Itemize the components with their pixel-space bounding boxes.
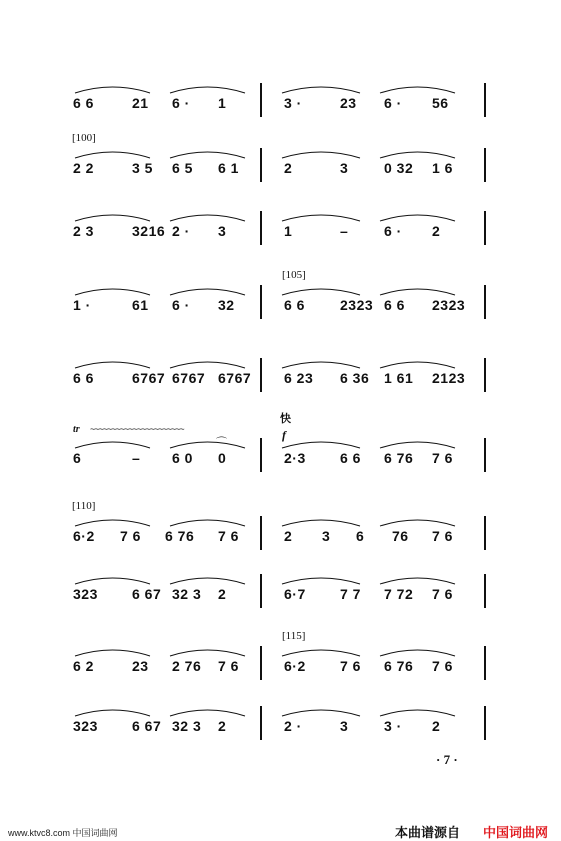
bar-line: [484, 646, 486, 680]
note-group: 2·3: [284, 450, 306, 466]
trill-mark: tr: [73, 424, 80, 435]
note-group: 6 ·: [172, 297, 190, 313]
note-group: 6·2: [73, 528, 95, 544]
slur-arc: [170, 442, 245, 448]
note-group: 2: [284, 160, 293, 176]
note-group: 1 6: [432, 160, 453, 176]
note-group: 2: [218, 586, 227, 602]
note-group: 6·2: [284, 658, 306, 674]
note-group: 2323: [432, 297, 466, 313]
slur-arc: [380, 650, 455, 656]
note-group: 6767: [132, 370, 166, 386]
bar-line: [484, 706, 486, 740]
note-group: 1: [284, 223, 293, 239]
note-group: 6 ·: [172, 95, 190, 111]
note-group: 21: [132, 95, 149, 111]
notation-row: [0, 269, 561, 321]
bar-line: [484, 211, 486, 245]
note-group: 2: [432, 718, 441, 734]
slur-arc: [380, 362, 455, 368]
note-group: 7 6: [218, 528, 239, 544]
note-group: 2 76: [172, 658, 202, 674]
bar-line: [484, 574, 486, 608]
bar-line: [260, 211, 262, 245]
notation-row: [0, 630, 561, 682]
slur-arc: [170, 87, 245, 93]
bar-line: [484, 358, 486, 392]
slur-arc: [170, 289, 245, 295]
slur-arc: [282, 215, 360, 221]
note-group: 2323: [340, 297, 374, 313]
note-group: 3 ·: [284, 95, 302, 111]
note-group: 61: [132, 297, 149, 313]
note-group: 6 67: [132, 718, 162, 734]
slur-arc: [380, 520, 455, 526]
note-group: 6 5: [172, 160, 193, 176]
note-group: 6 76: [165, 528, 195, 544]
rehearsal-marker: [110]: [72, 500, 96, 512]
note-group: 6: [356, 528, 365, 544]
slur-arc: [170, 152, 245, 158]
note-group: 323: [73, 586, 98, 602]
slur-arc: [380, 289, 455, 295]
bar-line: [484, 285, 486, 319]
slur-arc: [170, 362, 245, 368]
slur-arc: [75, 650, 150, 656]
note-group: 0: [218, 450, 227, 466]
note-group: 7 6: [432, 450, 453, 466]
note-group: 6767: [218, 370, 252, 386]
page-number: · 7 ·: [436, 752, 458, 767]
slur-arc: [282, 152, 360, 158]
slur-arc: [75, 215, 150, 221]
note-group: 6 ·: [384, 223, 402, 239]
note-group: 2 3: [73, 223, 94, 239]
note-group: 3: [340, 160, 349, 176]
note-group: 23: [340, 95, 357, 111]
bar-line: [484, 83, 486, 117]
slur-arc: [282, 650, 360, 656]
note-group: 6·7: [284, 586, 306, 602]
bar-line: [484, 438, 486, 472]
footer-source: 本曲谱源自: [395, 825, 461, 840]
note-group: 32: [218, 297, 235, 313]
slur-arc: [75, 289, 150, 295]
note-group: –: [340, 223, 349, 239]
slur-arc: [170, 215, 245, 221]
slur-arc: [282, 710, 360, 716]
slur-arc: [75, 442, 150, 448]
note-group: 6 76: [384, 658, 414, 674]
slur-arc: [170, 578, 245, 584]
note-group: 2123: [432, 370, 466, 386]
note-group: 2 ·: [172, 223, 190, 239]
slur-arc: [282, 578, 360, 584]
slur-arc: [380, 87, 455, 93]
bar-line: [260, 646, 262, 680]
slur-arc: [282, 87, 360, 93]
note-group: 6 ·: [384, 95, 402, 111]
fermata-icon: ⌒: [216, 437, 227, 449]
note-group: 3 5: [132, 160, 153, 176]
notation-row: [0, 500, 561, 552]
note-group: 32 3: [172, 718, 202, 734]
note-group: 7 6: [432, 586, 453, 602]
note-group: 6 6: [73, 370, 94, 386]
note-group: 3: [340, 718, 349, 734]
note-group: 3216: [132, 223, 166, 239]
note-group: 2: [432, 223, 441, 239]
note-group: 6 6: [73, 95, 94, 111]
bar-line: [260, 706, 262, 740]
note-group: 6 6: [384, 297, 405, 313]
slur-arc: [282, 362, 360, 368]
rehearsal-marker: [105]: [282, 269, 306, 281]
slur-arc: [380, 215, 455, 221]
note-group: 6 6: [340, 450, 361, 466]
note-group: 1 61: [384, 370, 414, 386]
slur-arc: [170, 710, 245, 716]
slur-arc: [380, 578, 455, 584]
slur-arc: [170, 520, 245, 526]
dynamic-mark: f: [282, 428, 286, 442]
bar-line: [260, 285, 262, 319]
notation-row: [0, 364, 561, 394]
bar-line: [484, 516, 486, 550]
note-group: 76: [392, 528, 409, 544]
note-group: 6 76: [384, 450, 414, 466]
slur-arc: [75, 578, 150, 584]
note-group: 323: [73, 718, 98, 734]
note-group: 7 6: [120, 528, 141, 544]
note-group: 7 6: [340, 658, 361, 674]
note-group: 6 67: [132, 586, 162, 602]
note-group: 6 23: [284, 370, 314, 386]
note-group: 6 1: [218, 160, 239, 176]
note-group: 7 6: [432, 528, 453, 544]
note-group: 23: [132, 658, 149, 674]
rehearsal-marker: [100]: [72, 132, 96, 144]
note-group: 7 72: [384, 586, 414, 602]
slur-arc: [282, 289, 360, 295]
note-group: 6: [73, 450, 82, 466]
slur-arc: [282, 442, 360, 448]
note-group: 2 ·: [284, 718, 302, 734]
note-group: 6 36: [340, 370, 370, 386]
tempo-mark: 快: [280, 413, 291, 425]
note-group: 6 2: [73, 658, 94, 674]
slur-arc: [75, 362, 150, 368]
note-group: 7 7: [340, 586, 361, 602]
note-group: 3: [218, 223, 227, 239]
notation-row: [0, 413, 561, 474]
slur-arc: [380, 152, 455, 158]
notation-row: [0, 712, 561, 742]
note-group: 6767: [172, 370, 206, 386]
slur-arc: [380, 710, 455, 716]
notation-row: [0, 89, 561, 119]
rehearsal-marker: [115]: [282, 630, 306, 642]
note-group: 6 6: [284, 297, 305, 313]
note-group: 3 ·: [384, 718, 402, 734]
bar-line: [260, 148, 262, 182]
bar-line: [260, 574, 262, 608]
bar-line: [260, 358, 262, 392]
slur-arc: [75, 87, 150, 93]
note-group: 6 0: [172, 450, 193, 466]
slur-arc: [282, 520, 360, 526]
footer-brand: 中国词曲网: [483, 825, 549, 840]
notation-row: [0, 132, 561, 184]
note-group: 2 2: [73, 160, 94, 176]
note-group: 3: [322, 528, 331, 544]
note-group: 1 ·: [73, 297, 91, 313]
note-group: 2: [218, 718, 227, 734]
footer-site: www.ktvc8.com 中国词曲网: [8, 828, 118, 838]
note-group: 7 6: [218, 658, 239, 674]
note-group: –: [132, 450, 141, 466]
bar-line: [260, 83, 262, 117]
slur-marks: [0, 444, 561, 474]
bar-line: [260, 438, 262, 472]
note-group: 0 32: [384, 160, 414, 176]
notation-row: [0, 217, 561, 247]
note-group: 1: [218, 95, 227, 111]
note-group: 56: [432, 95, 449, 111]
note-group: 2: [284, 528, 293, 544]
bar-line: [484, 148, 486, 182]
trill-wave-icon: ~~~~~~~~~~~~~~~~~~~~~~: [90, 424, 184, 434]
slur-arc: [75, 520, 150, 526]
slur-arc: [75, 710, 150, 716]
note-group: 32 3: [172, 586, 202, 602]
note-group: 7 6: [432, 658, 453, 674]
slur-arc: [75, 152, 150, 158]
notation-row: [0, 580, 561, 610]
slur-arc: [380, 442, 455, 448]
bar-line: [260, 516, 262, 550]
slur-arc: [170, 650, 245, 656]
